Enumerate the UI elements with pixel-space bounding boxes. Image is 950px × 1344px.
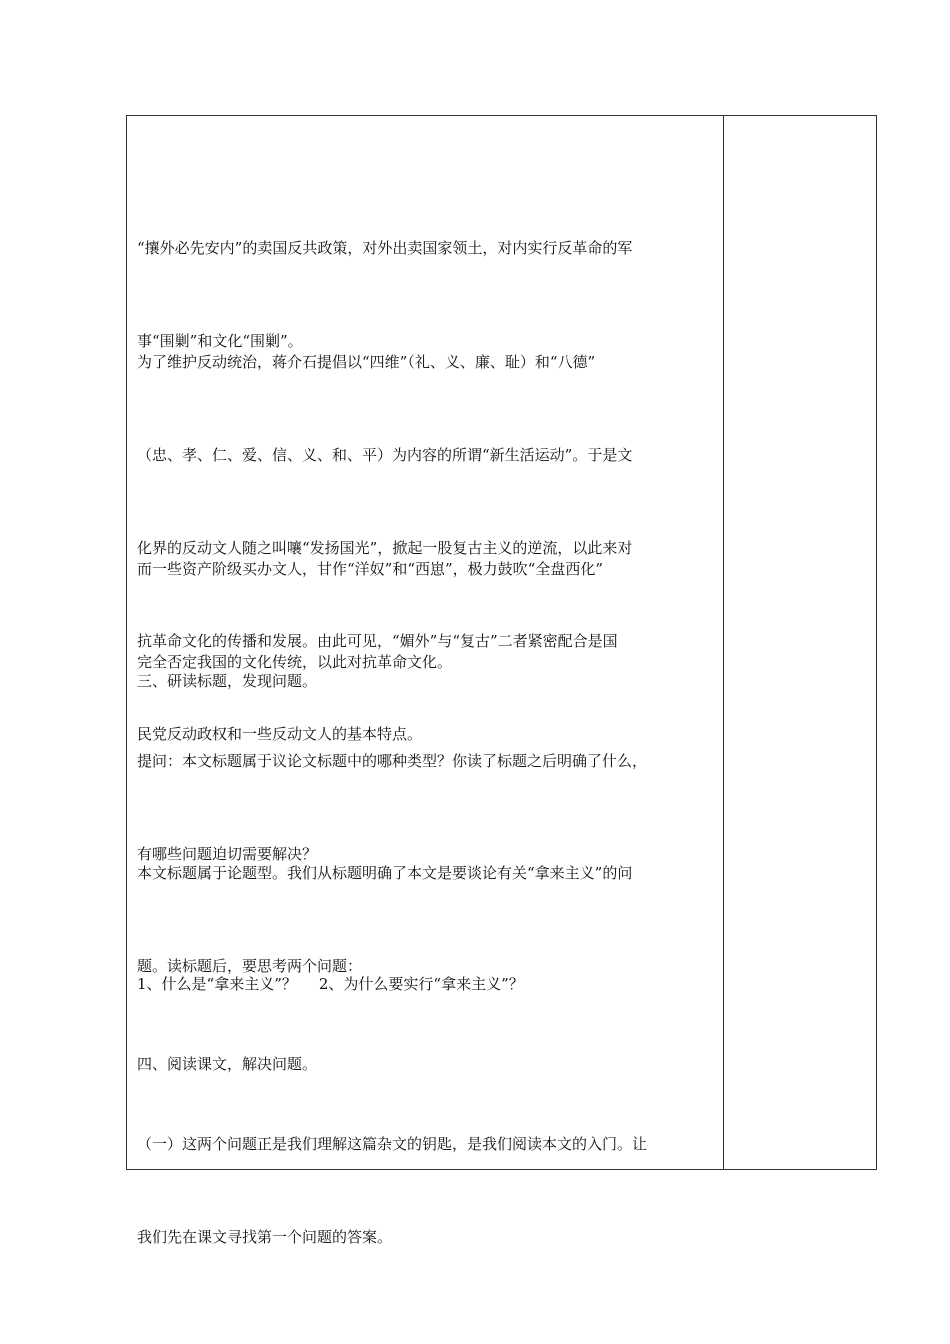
text-line: 抗革命文化的传播和发展。由此可见，“媚外”与“复古”二者紧密配合是国: [137, 632, 618, 650]
text-line: 事“围剿”和文化“围剿”。: [137, 332, 303, 350]
lesson-table: [126, 115, 877, 1246]
text-line: 三、研读标题，发现问题。: [137, 672, 318, 690]
question-one: 1、什么是“拿来主义”？: [137, 975, 297, 993]
content-cell: [127, 116, 724, 1246]
notes-cell: [724, 116, 876, 1169]
text-line: 我们先在课文寻找第一个问题的答案。: [137, 1228, 393, 1246]
text-line: （一）这两个问题正是我们理解这篇杂文的钥匙，是我们阅读本文的入门。让: [137, 1135, 648, 1153]
text-line: “攘外必先安内”的卖国反共政策，对外出卖国家领土，对内实行反革命的军: [137, 239, 633, 257]
text-line: 民党反动政权和一些反动文人的基本特点。: [137, 725, 423, 743]
text-line: 有哪些问题迫切需要解决？: [137, 845, 318, 863]
text-line: 为了维护反动统治，蒋介石提倡以“四维”（礼、义、廉、耻）和“八德”: [137, 353, 596, 371]
text-line: 本文标题属于论题型。我们从标题明确了本文是要谈论有关“拿来主义”的问: [137, 864, 633, 882]
text-line: （忠、孝、仁、爱、信、义、和、平）为内容的所谓“新生活运动”。于是文: [137, 446, 633, 464]
paragraph-key: [137, 1067, 711, 1315]
text-line: 四、阅读课文，解决问题。: [137, 1055, 318, 1073]
text-line: 而一些资产阶级买办文人，甘作“洋奴”和“西崽”，极力鼓吹“全盘西化”: [137, 560, 604, 578]
text-line: 题。读标题后，要思考两个问题：: [137, 957, 363, 975]
question-two: 2、为什么要实行“拿来主义”？: [318, 975, 524, 993]
text-line: 完全否定我国的文化传统，以此对抗革命文化。: [137, 653, 453, 671]
text-line: 化界的反动文人随之叫嚷“发扬国光”，掀起一股复古主义的逆流，以此来对: [137, 539, 633, 557]
text-line: 提问：本文标题属于议论文标题中的哪种类型？你读了标题之后明确了什么，: [137, 752, 648, 770]
